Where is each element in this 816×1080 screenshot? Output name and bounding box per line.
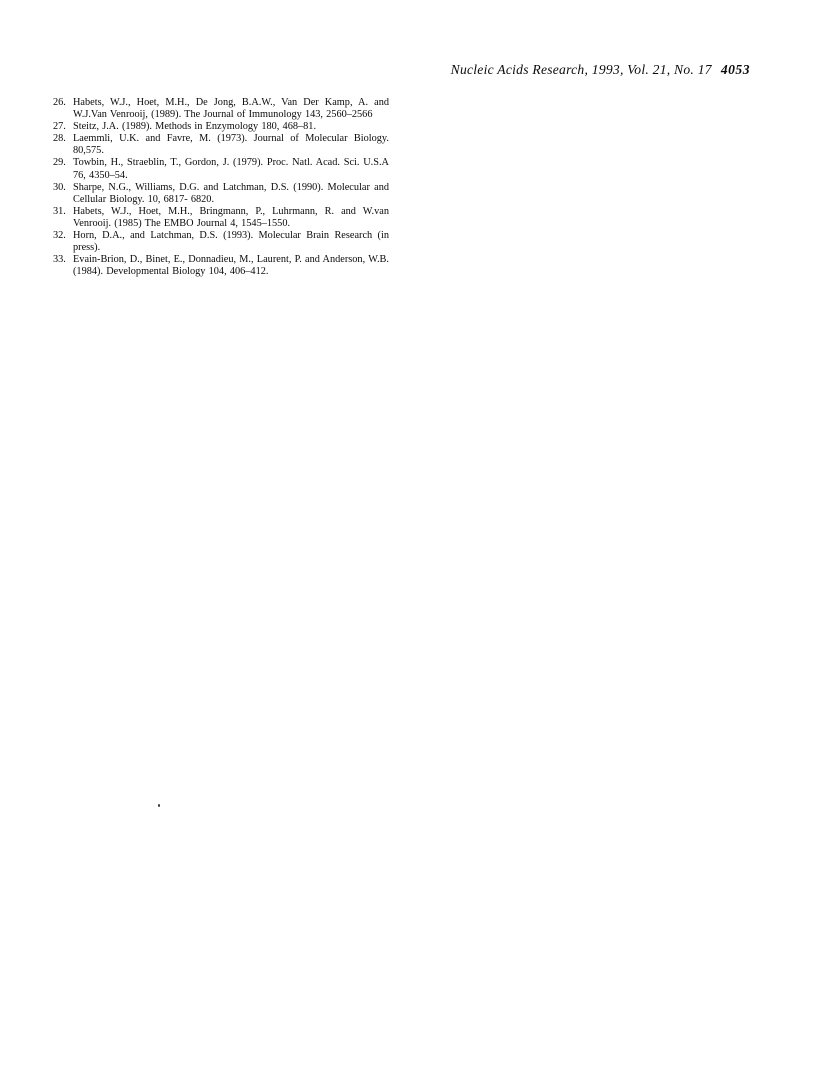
reference-number: 33. xyxy=(53,254,66,266)
reference-item-28 xyxy=(53,133,389,157)
reference-item-29 xyxy=(53,157,389,181)
reference-text: Steitz, J.A. (1989). Methods in Enzymology 180, 468–81. xyxy=(73,121,317,133)
reference-text: Towbin, H., Straeblin, T., Gordon, J. (1979). Proc. Natl. Acad. Sci. U.S.A 76, 4350–54. xyxy=(73,157,389,181)
reference-item-31 xyxy=(53,206,389,230)
reference-text: Habets, W.J., Hoet, M.H., De Jong, B.A.W., Van Der Kamp, A. and W.J.Van Venrooij, (1989). The Journal of Immunology 143, 2560–2566 xyxy=(73,97,389,121)
reference-item-27 xyxy=(53,121,389,133)
reference-number: 32. xyxy=(53,230,66,242)
reference-number: 31. xyxy=(53,205,66,217)
reference-number: 27. xyxy=(53,121,66,133)
reference-item-32 xyxy=(53,230,389,254)
running-head xyxy=(0,62,750,78)
reference-text: Habets, W.J., Hoet, M.H., Bringmann, P., Luhrmann, R. and W.van Venrooij. (1985) The EMBO Journal 4, 1545–1550. xyxy=(73,205,389,229)
reference-text: Sharpe, N.G., Williams, D.G. and Latchman, D.S. (1990). Molecular and Cellular Biology. 10, 6817- 6820. xyxy=(73,181,389,205)
reference-text: Evain-Brion, D., Binet, E., Donnadieu, M., Laurent, P. and Anderson, W.B. (1984). Developmental Biology 104, 406–412. xyxy=(73,254,389,278)
page-number: 4053 xyxy=(720,62,750,77)
ink-speck xyxy=(158,804,160,807)
reference-item-33 xyxy=(53,254,389,278)
reference-item-26 xyxy=(53,97,389,121)
references-list xyxy=(53,97,389,278)
reference-text: Laemmli, U.K. and Favre, M. (1973). Journal of Molecular Biology. 80,575. xyxy=(73,133,389,157)
journal-citation: Nucleic Acids Research, 1993, Vol. 21, No. 17 xyxy=(450,62,712,77)
reference-item-30 xyxy=(53,182,389,206)
reference-text: Horn, D.A., and Latchman, D.S. (1993). Molecular Brain Research (in press). xyxy=(73,230,389,254)
reference-number: 29. xyxy=(53,157,66,169)
reference-number: 28. xyxy=(53,133,66,145)
reference-number: 30. xyxy=(53,181,66,193)
reference-number: 26. xyxy=(53,97,66,108)
